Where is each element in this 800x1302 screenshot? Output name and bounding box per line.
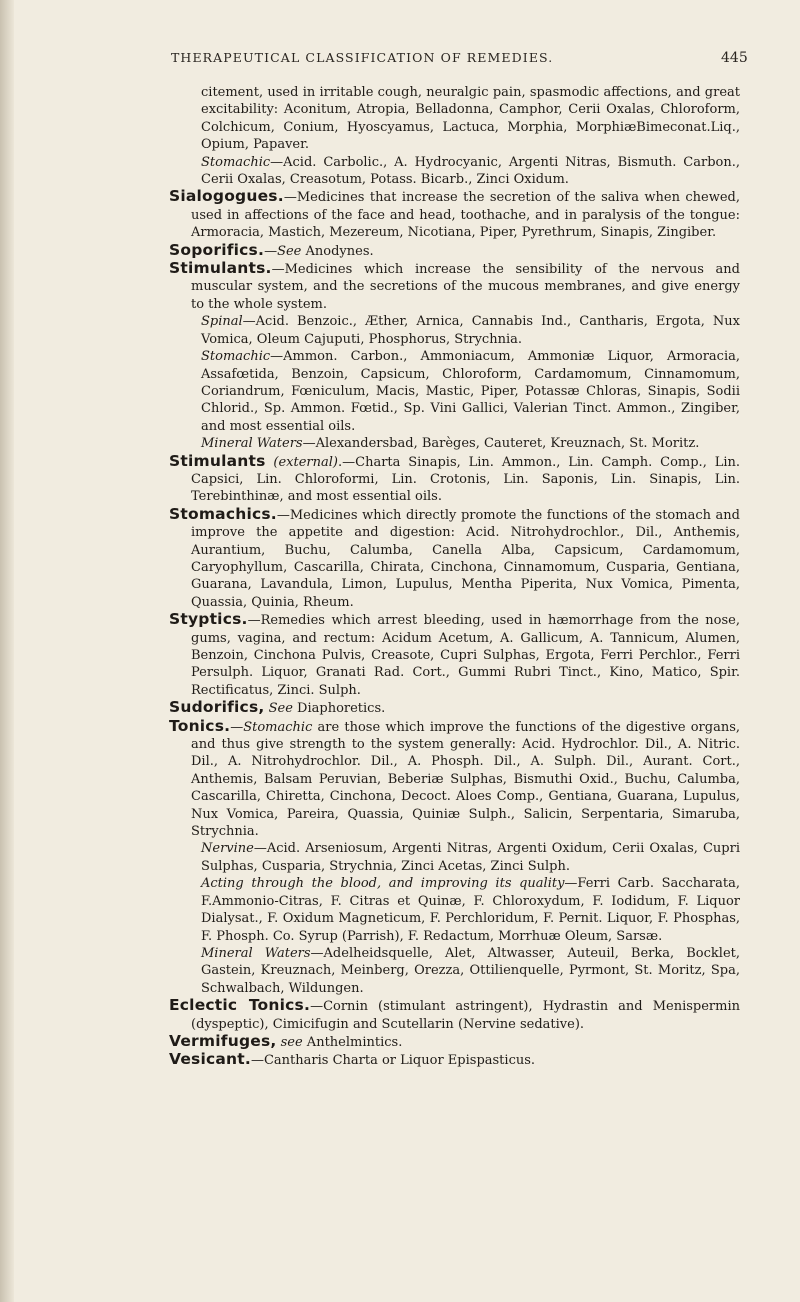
see-reference: see: [276, 1034, 303, 1050]
page-spine-shadow: [0, 0, 14, 1302]
running-head: THERAPEUTICAL CLASSIFICATION OF REMEDIES.: [171, 50, 554, 65]
subentry-text: —Adelheidsquelle, Alet, Altwasser, Auteuil, Berka, Bocklet, Gastein, Kreuznach, Meinberg, Orezza, Ottilienquelle, Pyrmont, St. Moritz, Spa, Schwalbach, Wildungen.: [201, 945, 740, 996]
entry-tonics: [169, 718, 740, 841]
subentry-label: Stomachic: [243, 719, 313, 735]
stimulants-stomachic-subentry: [169, 348, 740, 435]
entry-text: —Cornin (stimulant astringent), Hydrastin and Menispermin (dyspeptic), Cimicifugin and Scutellarin (Nervine sedative).: [191, 999, 740, 1032]
subentry-label: Spinal: [201, 314, 243, 330]
entry-qualifier: (external): [265, 454, 338, 470]
entry-text: Diaphoretics.: [292, 701, 386, 717]
entry-text: .—Charta Sinapis, Lin. Ammon., Lin. Camph. Comp., Lin. Capsici, Lin. Chloroformi, Lin. Crotonis, Lin. Saponis, Lin. Sinapis, Lin. Terebinthinæ, and most essential oils.: [191, 454, 741, 505]
entry-text: Anodynes.: [301, 243, 374, 259]
see-reference: See: [264, 701, 293, 717]
subentry-text: —Ammon. Carbon., Ammoniacum, Ammoniæ Liquor, Armoracia, Assafœtida, Benzoin, Capsicum, Chloroform, Cardamomum, Cinnamomum, Coriandrum, Fœniculum, Macis, Mastic, Piper, Potassæ Chloras, Sinapis, Sodii Chlorid., Sp. Ammon. Fœtid., Sp. Vini Gallici, Valerian Tinct. Ammon., Zingiber, and most essential oils.: [201, 349, 740, 434]
entry-text: —Medicines which increase the sensibility of the nervous and muscular system, and the secretions of the mucous membranes, and give energy to the whole system.: [191, 262, 740, 312]
subentry-label: Stomachic: [201, 154, 271, 170]
subentry-text: —Ferri Carb. Saccharata, F.Ammonio-Citras, F. Citras et Quinæ, F. Chloroxydum, F. Iodidum, F. Liquor Dialysat., F. Oxidum Magneticum, F. Perchloridum, F. Pernit. Liquor, F. Phosphas, F. Phosph. Co. Syrup (Parrish), F. Redactum, Morrhuæ Oleum, Sarsæ.: [201, 876, 740, 944]
subentry-label: Nervine: [201, 841, 254, 857]
continued-text: citement, used in irritable cough, neuralgic pain, spasmodic affections, and great excitability: Aconitum, Atropia, Belladonna, Camphor, Cerii Oxalas, Chloroform, Colchicum, Conium, Hyoscyamus, Lactuca, Morphia, MorphiæBimeconat.Liq., Opium, Papaver.: [201, 85, 740, 153]
entry-text: —Medicines which directly promote the functions of the stomach and improve the appetite and digestion: Acid. Nitrohydrochlor., Dil., Anthemis, Aurantium, Buchu, Calumba, Canella Alba, Capsicum, Cardamomum, Caryophyllum, Cascarilla, Chirata, Cinchona, Cinnamomum, Cusparia, Gentiana, Guarana, Lavandula, Limon, Lupulus, Mentha Piperita, Nux Vomica, Pimenta, Quassia, Quinia, Rheum.: [191, 507, 740, 610]
tonics-mineral-subentry: [169, 945, 740, 997]
entry-text: are those which improve the functions of the digestive organs, and thus give strength to the system generally: Acid. Hydrochlor. Dil., A. Nitric. Dil., A. Nitrohydrochlor. Dil., A. Phosph. Dil., A. Sulph. Dil., Aurant. Cort., Anthemis, Balsam Peruvian, Beberiæ Sulphas, Bismuthi Oxid., Buchu, Calumba, Cascarilla, Chiretta, Cinchona, Decoct. Aloes Comp., Gentiana, Guarana, Lupulus, Nux Vomica, Pareira, Quassia, Quiniæ Sulph., Salicin, Serpentaria, Simaruba, Strychnia.: [191, 719, 740, 840]
subentry-label: Acting through the blood, and improving its quality: [201, 876, 565, 892]
subentry-label: Stomachic: [201, 349, 271, 365]
page-number: 445: [721, 50, 748, 66]
page-body: [169, 84, 740, 1070]
entry-dash: —: [264, 243, 278, 259]
continued-stomachic-subentry: [169, 154, 740, 189]
entry-term: Styptics.: [169, 610, 248, 629]
subentry-text: —Acid. Carbolic., A. Hydrocyanic, Argenti Nitras, Bismuth. Carbon., Cerii Oxalas, Creasotum, Potass. Bicarb., Zinci Oxidum.: [201, 154, 740, 188]
entry-term: Vermifuges,: [169, 1031, 277, 1050]
entry-vesicant: [169, 1051, 740, 1069]
entry-sudorifics: [169, 699, 740, 717]
subentry-label: Mineral Waters: [201, 945, 311, 961]
tonics-nervine-subentry: [169, 840, 740, 875]
subentry-label: Mineral Waters: [201, 436, 303, 452]
entry-term: Stomachics.: [169, 504, 277, 523]
page-header: [0, 50, 800, 72]
entry-stimulants-external: [169, 453, 740, 506]
entry-vermifuges: [169, 1033, 740, 1051]
entry-text: —Medicines that increase the secretion of the saliva when chewed, used in affections of the face and head, toothache, and in paralysis of the tongue: Armoracia, Mastich, Mezereum, Nicotiana, Piper, Pyrethrum, Sinapis, Zingiber.: [191, 190, 740, 241]
entry-styptics: [169, 611, 740, 699]
entry-term: Tonics.: [169, 716, 231, 735]
entry-term: Stimulants: [169, 451, 266, 470]
entry-text: Anthelmintics.: [302, 1034, 403, 1050]
tonics-blood-subentry: [169, 875, 740, 945]
stimulants-spinal-subentry: [169, 313, 740, 348]
entry-sialogogues: [169, 188, 740, 241]
entry-text: —Cantharis Charta or Liquor Epispasticus.: [250, 1053, 536, 1069]
entry-stomachics: [169, 506, 740, 611]
continued-paragraph: [169, 84, 740, 154]
subentry-text: —Alexandersbad, Barèges, Cauteret, Kreuznach, St. Moritz.: [302, 436, 700, 452]
entry-term: Soporifics.: [169, 240, 265, 259]
entry-stimulants: [169, 260, 740, 313]
entry-dash: —: [230, 719, 244, 735]
entry-eclectic-tonics: [169, 997, 740, 1033]
subentry-text: —Acid. Arseniosum, Argenti Nitras, Argenti Oxidum, Cerii Oxalas, Cupri Sulphas, Cusparia, Strychnia, Zinci Acetas, Zinci Sulph.: [201, 841, 740, 874]
entry-soporifics: [169, 242, 740, 260]
subentry-text: —Acid. Benzoic., Æther, Arnica, Cannabis Ind., Cantharis, Ergota, Nux Vomica, Oleum Cajuputi, Phosphorus, Strychnia.: [201, 314, 740, 347]
entry-term: Stimulants.: [169, 259, 272, 278]
entry-term: Vesicant.: [169, 1050, 251, 1069]
see-reference: See: [277, 243, 302, 259]
entry-text: —Remedies which arrest bleeding, used in hæmorrhage from the nose, gums, vagina, and rectum: Acidum Acetum, A. Gallicum, A. Tannicum, Alumen, Benzoin, Cinchona Pulvis, Creasote, Cupri Sulphas, Ergota, Ferri Perchlor., Ferri Persulph. Liquor, Granati Rad. Cort., Gummi Rubri Tinct., Kino, Matico, Spir. Rectificatus, Zinci. Sulph.: [191, 613, 740, 698]
entry-term: Sudorifics,: [169, 698, 265, 717]
entry-term: Sialogogues.: [169, 187, 284, 206]
entry-term: Eclectic Tonics.: [169, 996, 311, 1015]
stimulants-mineral-subentry: [169, 435, 740, 452]
